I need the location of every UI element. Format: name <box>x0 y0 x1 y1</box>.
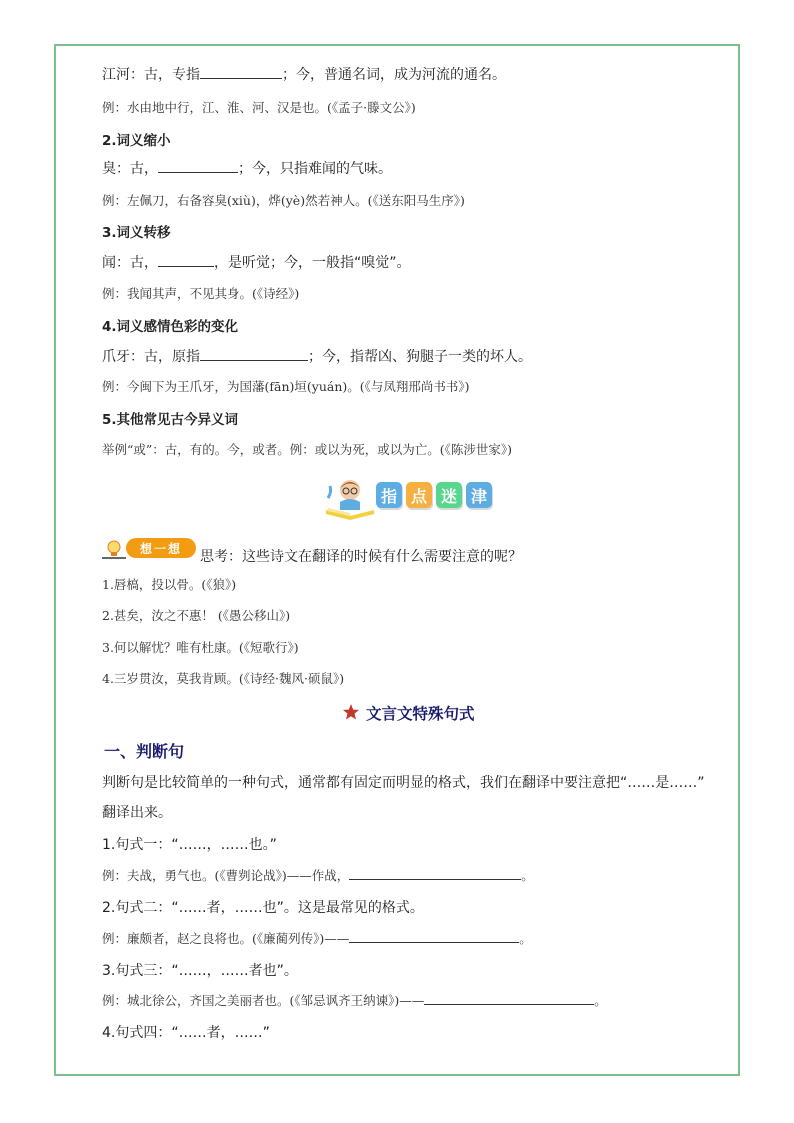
zhaoya-line <box>102 346 532 366</box>
question-item: 4.三岁贯汝，莫我肯顾。(《诗经·魏风·硕鼠》) <box>102 671 345 686</box>
period: 。 <box>519 931 532 946</box>
wen-line <box>102 252 411 272</box>
example-line <box>102 866 534 884</box>
star-icon <box>342 703 360 721</box>
question-item: 3.何以解忧？唯有杜康。(《短歌行》) <box>102 640 299 655</box>
wen-post: ，是听觉；今，一般指“嗅觉”。 <box>214 255 411 271</box>
example-text: 例：左佩刀，右备容臭(xiù)，烨(yè)然若神人。(《送东阳马生序》) <box>102 193 465 208</box>
chou-post: ；今，只指难闻的气味。 <box>238 161 392 177</box>
fill-blank[interactable] <box>200 348 308 361</box>
example-text: 例：城北徐公，齐国之美丽者也。(《邹忌讽齐王纳谏》)—— <box>102 993 425 1008</box>
zhaoya-pre: 爪牙：古，原指 <box>102 349 200 365</box>
format-item: 4.句式四：“……者，……” <box>102 1025 270 1041</box>
student-reading-icon <box>324 476 376 520</box>
banner-tile: 点 <box>406 482 432 508</box>
fill-blank[interactable] <box>349 930 519 943</box>
fill-blank[interactable] <box>424 992 594 1005</box>
chou-pre: 臭：古， <box>102 161 158 177</box>
format-item: 2.句式二：“……者，……也”。这是最常见的格式。 <box>102 900 424 916</box>
think-question: 思考：这些诗文在翻译的时候有什么需要注意的呢？ <box>200 549 522 565</box>
subheading: 3.词义转移 <box>102 225 171 241</box>
banner-tile: 迷 <box>436 482 462 508</box>
lightbulb-icon <box>102 538 126 560</box>
format-item: 3.句式三：“……，……者也”。 <box>102 963 298 979</box>
chou-line <box>102 158 392 178</box>
think-badge <box>102 538 198 560</box>
part-heading: 一、判断句 <box>104 742 185 761</box>
fill-blank[interactable] <box>158 254 214 267</box>
example-text: 例：水由地中行，江、淮、河、汉是也。(《孟子·滕文公》) <box>102 100 416 115</box>
example-text: 例：廉颇者，赵之良将也。(《廉蔺列传》)—— <box>102 931 350 946</box>
example-text: 例：夫战，勇气也。(《曹刿论战》)——作战， <box>102 868 350 883</box>
format-item: 1.句式一：“……，……也。” <box>102 837 277 853</box>
intro-text: 判断句是比较简单的一种句式，通常都有固定而明显的格式，我们在翻译中要注意把“……是……” <box>102 775 705 791</box>
banner-tile: 津 <box>466 482 492 508</box>
subheading: 4.词义感情色彩的变化 <box>102 319 239 335</box>
jianghe-pre: 江河：古，专指 <box>102 67 200 83</box>
tips-banner <box>324 476 514 520</box>
banner-tile: 指 <box>376 482 402 508</box>
example-text: 例：我闻其声，不见其身。(《诗经》) <box>102 286 300 301</box>
jianghe-line <box>102 64 506 84</box>
question-item: 2.甚矣，汝之不惠！ (《愚公移山》) <box>102 608 291 623</box>
period: 。 <box>594 993 607 1008</box>
subheading: 5.其他常见古今异义词 <box>102 412 239 428</box>
fill-blank[interactable] <box>200 66 282 79</box>
intro-text: 翻译出来。 <box>102 805 172 821</box>
jianghe-post: ；今，普通名词，成为河流的通名。 <box>282 67 506 83</box>
banner-tiles <box>376 482 492 508</box>
think-label: 想一想 <box>126 538 196 558</box>
fill-blank[interactable] <box>349 867 521 880</box>
section-title: 文言文特殊句式 <box>366 705 475 723</box>
subheading: 2.词义缩小 <box>102 133 171 149</box>
example-text: 例：今闽下为王爪牙，为国藩(fān)垣(yuán)。(《与凤翔邢尚书书》) <box>102 379 470 394</box>
wen-pre: 闻：古， <box>102 255 158 271</box>
example-line <box>102 991 607 1009</box>
example-line <box>102 929 532 947</box>
zhaoya-post: ；今，指帮凶、狗腿子一类的坏人。 <box>308 349 532 365</box>
question-item: 1.唇槁，投以骨。(《狼》) <box>102 577 237 592</box>
fill-blank[interactable] <box>158 160 238 173</box>
example-text: 举例“或”：古，有的。今，或者。例：或以为死，或以为亡。(《陈涉世家》) <box>102 442 513 457</box>
period: 。 <box>521 868 534 883</box>
